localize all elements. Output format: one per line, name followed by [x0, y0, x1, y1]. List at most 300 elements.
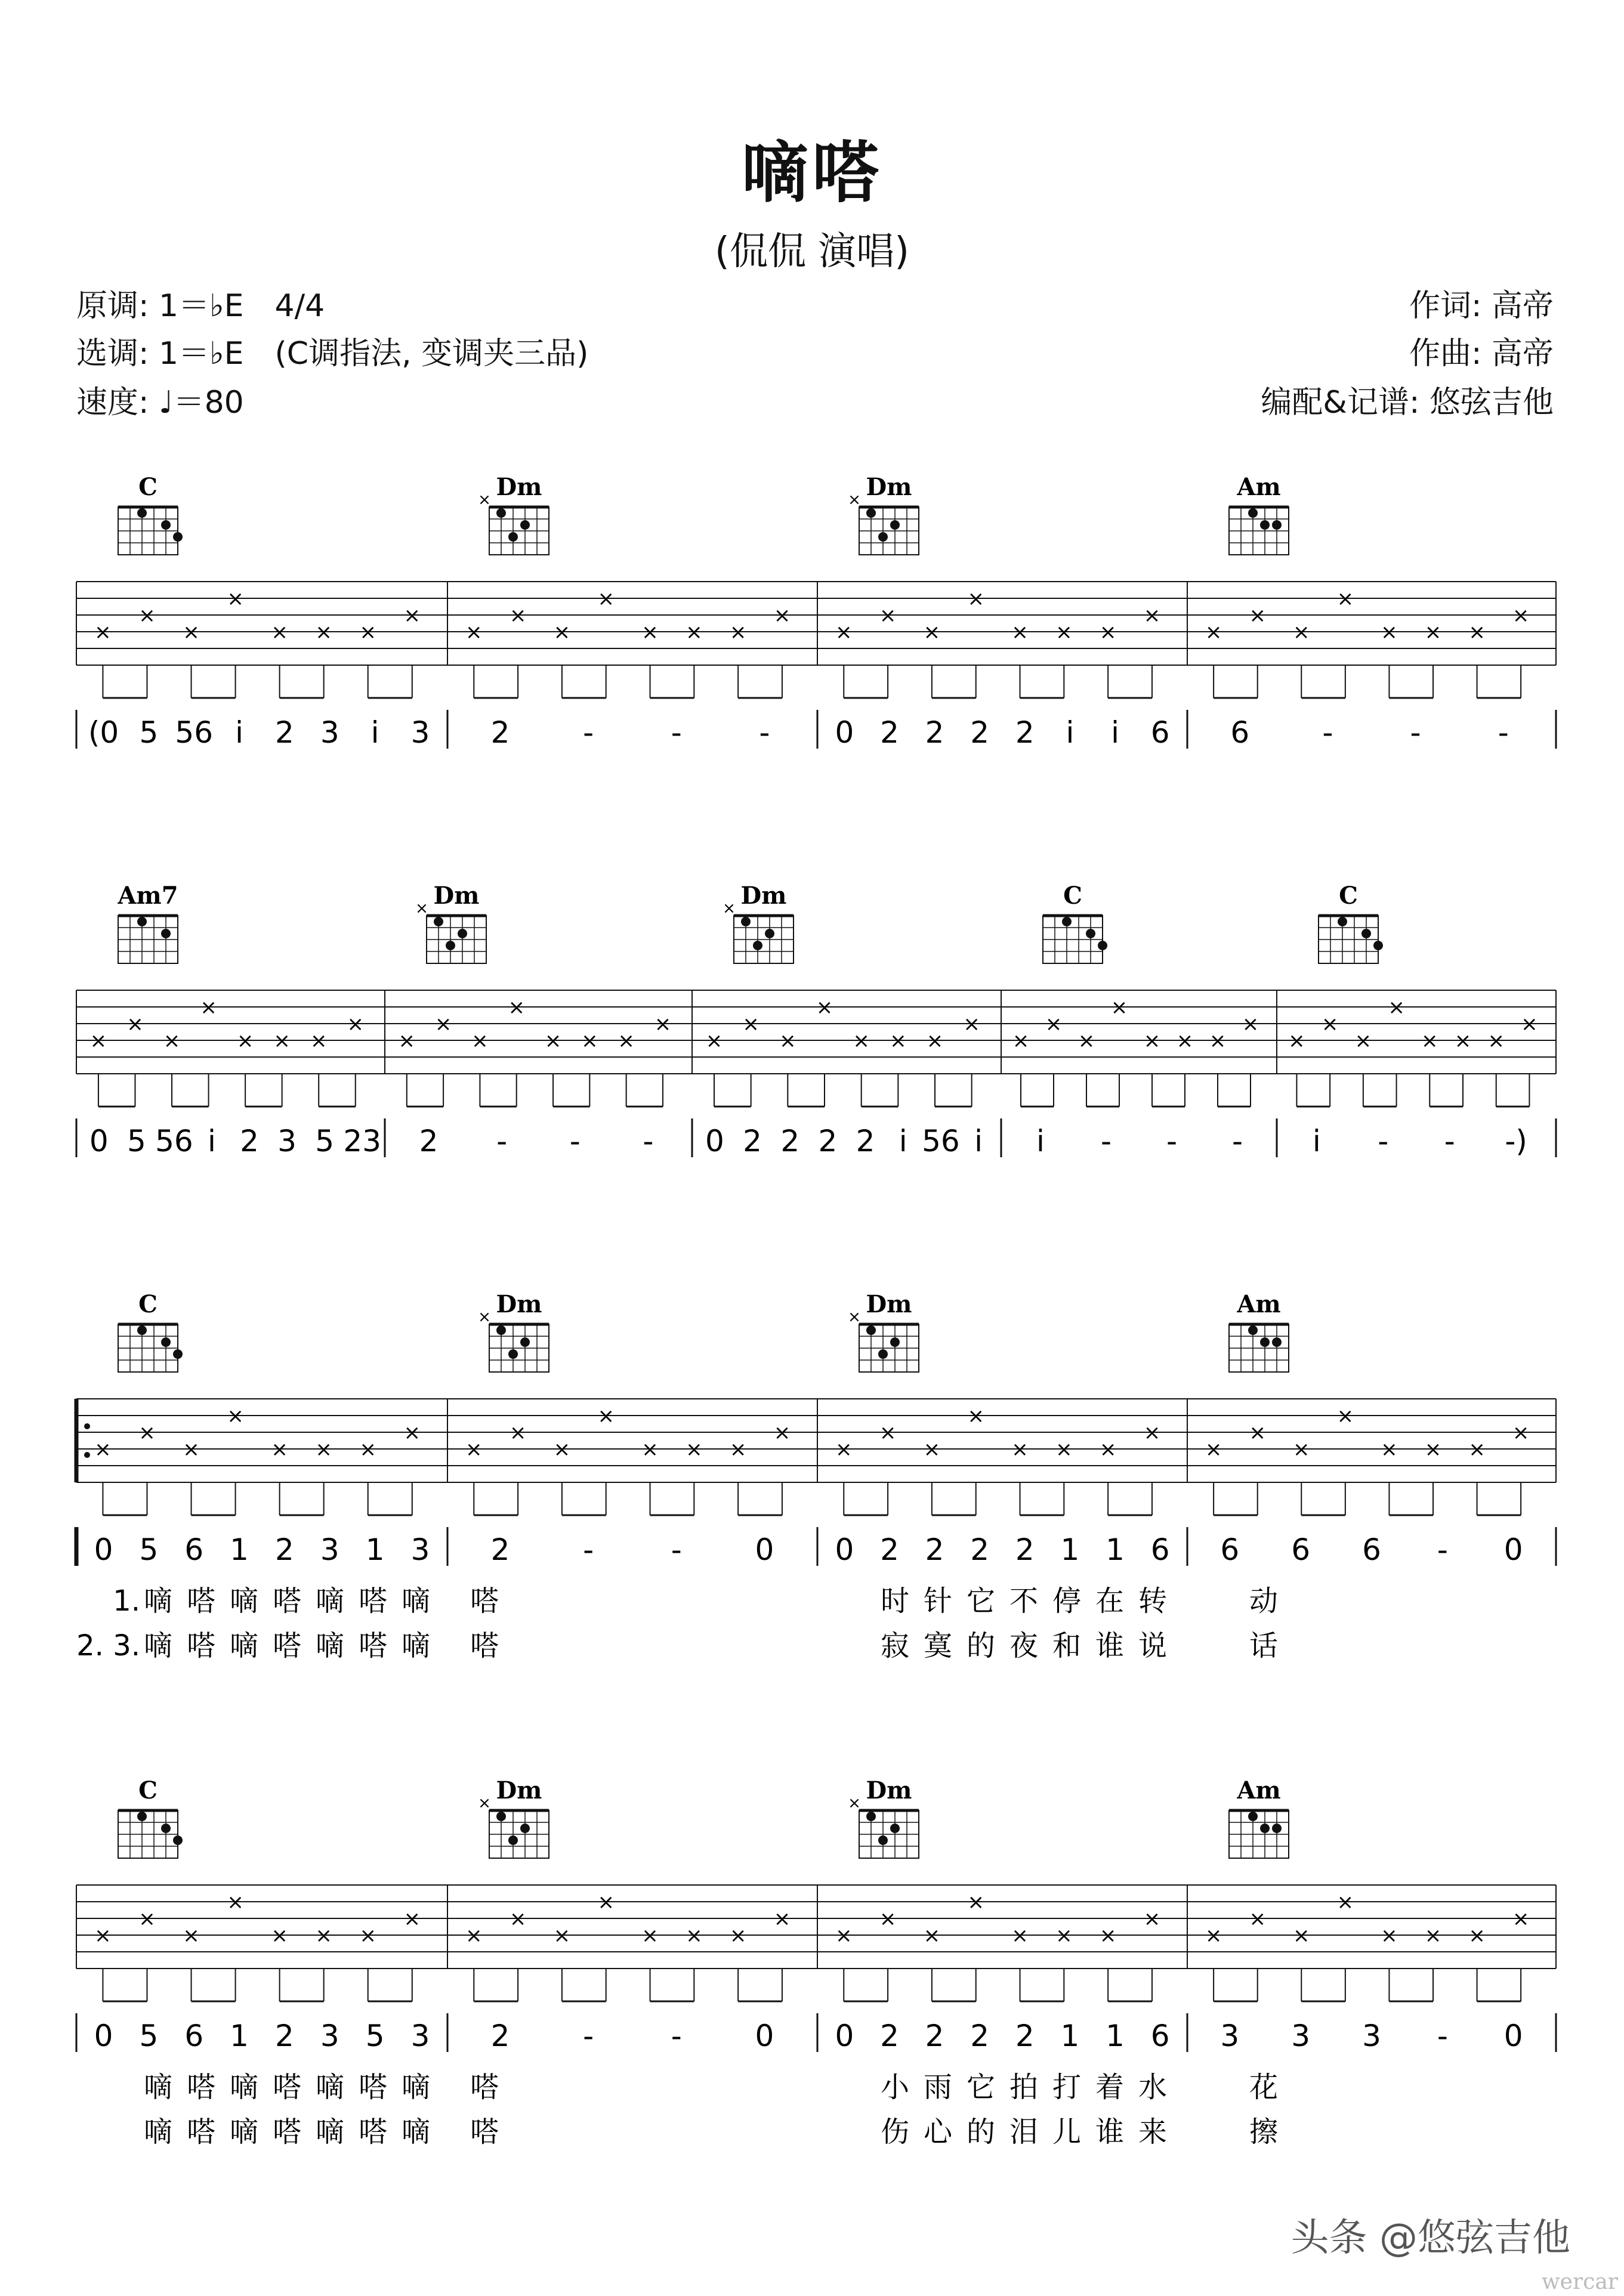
chord-finger-dot — [1361, 929, 1371, 938]
lyric-char: 寂 — [880, 1629, 910, 1662]
tab-stroke-mark: × — [509, 604, 527, 628]
chord-name-C: C — [138, 1776, 158, 1804]
lyric-verse-number: 1. — [113, 1584, 140, 1618]
jianpu-note: 2 — [780, 1124, 800, 1158]
tab-stroke-mark: × — [1011, 620, 1029, 644]
chord-name-C: C — [138, 1290, 158, 1318]
lyric-char: 谁 — [1095, 2115, 1125, 2149]
tab-stroke-mark: × — [923, 1438, 941, 1461]
lyric-char: 花 — [1249, 2071, 1279, 2104]
jianpu-note: 3 — [320, 2019, 339, 2053]
tab-stroke-mark: × — [816, 996, 833, 1019]
tab-stroke-mark: × — [1055, 1438, 1073, 1461]
lyric-char: 的 — [966, 2115, 996, 2149]
repeat-dot — [84, 1423, 90, 1429]
tab-stroke-mark: × — [890, 1029, 907, 1053]
chord-finger-dot — [137, 508, 147, 518]
chord-finger-dot — [458, 929, 467, 938]
tab-stroke-mark: × — [926, 1029, 944, 1053]
muted-string-mark: × — [848, 1794, 861, 1812]
chord-name-Dm: Dm — [866, 1290, 912, 1318]
tab-stroke-mark: × — [1468, 620, 1486, 644]
lyric-char: 嗒 — [358, 1629, 388, 1662]
jianpu-note: i — [1036, 1124, 1045, 1158]
chord-finger-dot — [866, 1812, 876, 1821]
tab-stroke-mark: × — [1099, 1438, 1117, 1461]
chord-finger-dot — [496, 508, 506, 518]
tab-stroke-mark: × — [183, 1924, 200, 1948]
chord-name-Dm: Dm — [496, 473, 542, 501]
tab-stroke-mark: × — [310, 1029, 328, 1053]
tab-stroke-mark: × — [1293, 1438, 1310, 1461]
tab-stroke-mark: × — [1468, 1438, 1486, 1461]
jianpu-note: 1 — [230, 2019, 249, 2053]
chord-name-Dm: Dm — [496, 1776, 542, 1804]
jianpu-note: i — [1312, 1124, 1321, 1158]
tab-stroke-mark: × — [1249, 1421, 1266, 1445]
jianpu-note: (0 — [88, 715, 119, 750]
jianpu-note: 2 — [925, 2019, 944, 2053]
jianpu-note: 3 — [410, 715, 430, 750]
lyric-char: 嗒 — [470, 2115, 499, 2149]
tab-stroke-mark: × — [1012, 1029, 1030, 1053]
chord-name-Dm: Dm — [866, 473, 912, 501]
muted-string-mark: × — [848, 1308, 861, 1326]
jianpu-note: 2 — [925, 1532, 944, 1567]
jianpu-note: - — [1231, 1124, 1243, 1158]
lyric-char: 不 — [1009, 1584, 1039, 1618]
tab-stroke-mark: × — [1077, 1029, 1095, 1053]
jianpu-note: 6 — [1150, 715, 1170, 750]
jianpu-note: 1 — [1060, 2019, 1080, 2053]
jianpu-note: 6 — [1220, 1532, 1240, 1567]
tab-stroke-mark: × — [553, 620, 571, 644]
tab-stroke-mark: × — [315, 1438, 332, 1461]
jianpu-note: 3 — [277, 1124, 297, 1158]
lyric-char: 嗒 — [470, 1584, 499, 1618]
chord-finger-dot — [137, 917, 147, 926]
tab-stroke-mark: × — [686, 620, 703, 644]
chord-finger-dot — [765, 929, 774, 938]
jianpu-note: 2 — [925, 715, 944, 750]
lyric-char: 嗒 — [272, 2115, 302, 2149]
tab-stroke-mark: × — [434, 1012, 452, 1036]
tab-stroke-mark: × — [403, 1421, 421, 1445]
tab-stroke-mark: × — [1288, 1029, 1305, 1053]
tab-stroke-mark: × — [1512, 604, 1530, 628]
tab-stroke-mark: × — [1110, 996, 1128, 1019]
tab-stroke-mark: × — [1143, 1907, 1161, 1931]
chord-name-C: C — [1339, 882, 1358, 910]
chord-finger-dot — [866, 1325, 876, 1335]
chord-name-Am: Am — [1237, 1776, 1281, 1804]
tab-stroke-mark: × — [773, 604, 791, 628]
jianpu-note: - — [1100, 1124, 1112, 1158]
lyric-char: 嗒 — [272, 1629, 302, 1662]
tab-stroke-mark: × — [1242, 1012, 1259, 1036]
tab-stroke-mark: × — [1143, 1029, 1161, 1053]
chord-finger-dot — [1272, 520, 1282, 530]
jianpu-note: i — [899, 1124, 907, 1158]
tab-stroke-mark: × — [581, 1029, 598, 1053]
chord-finger-dot — [753, 941, 762, 950]
jianpu-note: -) — [1505, 1124, 1527, 1158]
chord-name-Dm: Dm — [433, 882, 480, 910]
tab-stroke-mark: × — [553, 1924, 571, 1948]
jianpu-note: - — [1410, 715, 1421, 750]
jianpu-note: - — [643, 1124, 654, 1158]
tab-stroke-mark: × — [1205, 620, 1222, 644]
muted-string-mark: × — [848, 491, 861, 509]
tab-stroke-mark: × — [227, 1890, 244, 1914]
chord-finger-dot — [161, 929, 171, 938]
lyric-char: 寞 — [923, 1629, 953, 1662]
tempo: 速度: ♩＝80 — [76, 385, 244, 421]
tab-stroke-mark: × — [1424, 1924, 1442, 1948]
jianpu-note: 2 — [275, 2019, 294, 2053]
jianpu-note: 1 — [1106, 2019, 1125, 2053]
chord-finger-dot — [161, 1824, 171, 1833]
tab-stroke-mark: × — [1176, 1029, 1194, 1053]
jianpu-note: i — [208, 1124, 216, 1158]
tab-stroke-mark: × — [597, 1404, 615, 1428]
tab-stroke-mark: × — [509, 1421, 527, 1445]
jianpu-note: i — [235, 715, 244, 750]
tab-stroke-mark: × — [89, 1029, 107, 1053]
jianpu-note: 2 — [818, 1124, 838, 1158]
tab-stroke-mark: × — [1336, 1404, 1354, 1428]
lyric-char: 嗒 — [186, 2071, 216, 2104]
lyric-char: 嘀 — [315, 1584, 345, 1618]
jianpu-note: 6 — [1150, 2019, 1170, 2053]
lyric-char: 嗒 — [272, 1584, 302, 1618]
lyric-char: 嘀 — [315, 2115, 345, 2149]
original-key: 原调: 1＝♭E 4/4 — [76, 288, 325, 324]
lyric-char: 伤 — [880, 2115, 910, 2149]
lyric-char: 打 — [1052, 2071, 1082, 2104]
jianpu-note: 0 — [835, 1532, 854, 1567]
jianpu-note: 56 — [922, 1124, 960, 1158]
jianpu-note: i — [1066, 715, 1075, 750]
lyric-char: 针 — [923, 1584, 953, 1618]
tab-stroke-mark: × — [553, 1438, 571, 1461]
chord-finger-dot — [878, 1349, 888, 1359]
tab-stroke-mark: × — [963, 1012, 980, 1036]
lyric-char: 嘀 — [143, 2071, 173, 2104]
jianpu-note: i — [371, 715, 379, 750]
tab-stroke-mark: × — [138, 1907, 156, 1931]
muted-string-mark: × — [478, 1794, 491, 1812]
lyric-char: 嘀 — [229, 1629, 259, 1662]
tab-stroke-mark: × — [835, 1438, 853, 1461]
lyric-char: 嗒 — [358, 1584, 388, 1618]
jianpu-note: 5 — [139, 2019, 159, 2053]
muted-string-mark: × — [478, 491, 491, 509]
chord-finger-dot — [1248, 1325, 1258, 1335]
tab-stroke-mark: × — [1293, 620, 1310, 644]
jianpu-note: - — [1498, 715, 1509, 750]
chord-finger-dot — [1373, 941, 1383, 950]
lyric-char: 嘀 — [229, 2071, 259, 2104]
lyric-char: 嗒 — [186, 1629, 216, 1662]
chord-name-Dm: Dm — [866, 1776, 912, 1804]
tab-stroke-mark: × — [705, 1029, 723, 1053]
jianpu-note: - — [671, 715, 682, 750]
tab-stroke-mark: × — [1249, 1907, 1266, 1931]
jianpu-note: - — [583, 715, 594, 750]
tab-stroke-mark: × — [227, 1404, 244, 1428]
chord-finger-dot — [878, 1835, 888, 1845]
chord-finger-dot — [1248, 1812, 1258, 1821]
lyric-char: 嗒 — [186, 2115, 216, 2149]
jianpu-note: 3 — [410, 2019, 430, 2053]
tab-stroke-mark: × — [1424, 1438, 1442, 1461]
jianpu-note: 2 — [856, 1124, 875, 1158]
jianpu-note: 0 — [1503, 2019, 1523, 2053]
lyric-char: 停 — [1052, 1584, 1082, 1618]
tab-stroke-mark: × — [729, 620, 747, 644]
muted-string-mark: × — [723, 900, 736, 917]
lyric-char: 嘀 — [401, 2115, 431, 2149]
lyric-char: 雨 — [923, 2071, 953, 2104]
tab-stroke-mark: × — [618, 1029, 635, 1053]
jianpu-note: 1 — [230, 1532, 249, 1567]
chord-finger-dot — [1260, 520, 1270, 530]
jianpu-note: 2 — [490, 1532, 510, 1567]
tab-stroke-mark: × — [465, 1924, 483, 1948]
lyric-char: 谁 — [1095, 1629, 1125, 1662]
lyric-char: 嘀 — [229, 2115, 259, 2149]
tab-stroke-mark: × — [686, 1924, 703, 1948]
tab-stroke-mark: × — [1381, 1438, 1398, 1461]
tab-stroke-mark: × — [1099, 1924, 1117, 1948]
site-mark: wercar — [1541, 2270, 1618, 2294]
chord-finger-dot — [1260, 1337, 1270, 1347]
lyric-char: 嘀 — [401, 1629, 431, 1662]
jianpu-note: 2 — [419, 1124, 439, 1158]
jianpu-note: 5 — [315, 1124, 335, 1158]
jianpu-note: i — [974, 1124, 983, 1158]
jianpu-note: i — [1111, 715, 1119, 750]
jianpu-note: 0 — [1503, 1532, 1523, 1567]
chord-finger-dot — [1098, 941, 1107, 950]
tab-stroke-mark: × — [1336, 587, 1354, 611]
jianpu-note: 2 — [970, 1532, 990, 1567]
tab-stroke-mark: × — [94, 1924, 112, 1948]
tab-stroke-mark: × — [1454, 1029, 1472, 1053]
song-title: 嘀嗒 — [742, 134, 882, 212]
tab-stroke-mark: × — [403, 604, 421, 628]
tab-stroke-mark: × — [1521, 1012, 1538, 1036]
jianpu-note: 2 — [240, 1124, 259, 1158]
muted-string-mark: × — [415, 900, 428, 917]
tab-stroke-mark: × — [1381, 620, 1398, 644]
tab-stroke-mark: × — [359, 1924, 376, 1948]
tab-stroke-mark: × — [227, 587, 244, 611]
chord-name-C: C — [138, 473, 158, 501]
jianpu-note: - — [1437, 2019, 1448, 2053]
jianpu-note: 3 — [1362, 2019, 1381, 2053]
jianpu-note: 5 — [126, 1124, 146, 1158]
tab-stroke-mark: × — [508, 996, 525, 1019]
tab-stroke-mark: × — [347, 1012, 365, 1036]
lyric-char: 它 — [966, 2071, 996, 2104]
jianpu-note: 2 — [970, 2019, 990, 2053]
chord-finger-dot — [1062, 917, 1072, 926]
tab-stroke-mark: × — [465, 620, 483, 644]
jianpu-note: 3 — [320, 1532, 339, 1567]
lyric-char: 嘀 — [143, 1584, 173, 1618]
lyric-char: 嘀 — [143, 1629, 173, 1662]
lyric-char: 转 — [1138, 1584, 1168, 1618]
lyric-char: 嘀 — [401, 2071, 431, 2104]
tab-stroke-mark: × — [853, 1029, 870, 1053]
tab-stroke-mark: × — [398, 1029, 416, 1053]
lyric-char: 嗒 — [358, 2071, 388, 2104]
lyric-char: 嘀 — [229, 1584, 259, 1618]
lyric-char: 水 — [1138, 2071, 1168, 2104]
lyricist: 作词: 高帝 — [1409, 288, 1554, 324]
lyric-char: 夜 — [1009, 1629, 1039, 1662]
jianpu-note: 6 — [184, 2019, 204, 2053]
tab-stroke-mark: × — [1055, 1924, 1073, 1948]
jianpu-note: 23 — [343, 1124, 381, 1158]
composer: 作曲: 高帝 — [1409, 336, 1554, 372]
jianpu-note: 0 — [94, 2019, 113, 2053]
tab-stroke-mark: × — [1381, 1924, 1398, 1948]
lyric-char: 嘀 — [315, 1629, 345, 1662]
tab-stroke-mark: × — [967, 1404, 984, 1428]
lyric-char: 儿 — [1052, 2115, 1082, 2149]
lyric-char: 和 — [1052, 1629, 1082, 1662]
tab-stroke-mark: × — [773, 1907, 791, 1931]
jianpu-note: 6 — [1230, 715, 1250, 750]
chord-finger-dot — [741, 917, 751, 926]
chord-finger-dot — [1272, 1824, 1282, 1833]
jianpu-note: 56 — [175, 715, 214, 750]
chord-finger-dot — [508, 1349, 518, 1359]
tab-stroke-mark: × — [773, 1421, 791, 1445]
lyric-char: 说 — [1138, 1629, 1168, 1662]
chord-finger-dot — [890, 520, 900, 530]
tab-stroke-mark: × — [641, 1924, 659, 1948]
lyric-char: 嗒 — [272, 2071, 302, 2104]
tab-stroke-mark: × — [835, 620, 853, 644]
tab-stroke-mark: × — [1143, 604, 1161, 628]
lyric-char: 泪 — [1009, 2115, 1039, 2149]
lyric-char: 嗒 — [470, 1629, 499, 1662]
tab-stroke-mark: × — [315, 1924, 332, 1948]
tab-stroke-mark: × — [1354, 1029, 1372, 1053]
jianpu-note: - — [569, 1124, 581, 1158]
chord-finger-dot — [1260, 1824, 1270, 1833]
tab-stroke-mark: × — [359, 620, 376, 644]
jianpu-note: - — [496, 1124, 508, 1158]
chord-finger-dot — [508, 532, 518, 542]
chord-finger-dot — [161, 520, 171, 530]
tab-stroke-mark: × — [1321, 1012, 1339, 1036]
jianpu-note: 2 — [880, 1532, 899, 1567]
lyric-char: 嗒 — [358, 2115, 388, 2149]
jianpu-note: 0 — [835, 715, 854, 750]
tab-stroke-mark: × — [1055, 620, 1073, 644]
jianpu-note: 2 — [970, 715, 990, 750]
tab-stroke-mark: × — [1143, 1421, 1161, 1445]
jianpu-note: - — [1444, 1124, 1455, 1158]
tab-stroke-mark: × — [271, 620, 288, 644]
tab-stroke-mark: × — [742, 1012, 759, 1036]
jianpu-note: 2 — [1015, 2019, 1035, 2053]
chord-finger-dot — [173, 1835, 183, 1845]
tab-stroke-mark: × — [1388, 996, 1405, 1019]
lyric-char: 来 — [1138, 2115, 1168, 2149]
tab-stroke-mark: × — [544, 1029, 562, 1053]
jianpu-note: 5 — [139, 1532, 159, 1567]
tab-stroke-mark: × — [126, 1012, 144, 1036]
chord-finger-dot — [137, 1812, 147, 1821]
jianpu-note: 2 — [1015, 715, 1035, 750]
tab-stroke-mark: × — [729, 1438, 747, 1461]
tab-stroke-mark: × — [923, 1924, 941, 1948]
tab-stroke-mark: × — [1487, 1029, 1505, 1053]
lyric-char: 拍 — [1009, 2071, 1039, 2104]
tab-stroke-mark: × — [1336, 1890, 1354, 1914]
tab-stroke-mark: × — [138, 1421, 156, 1445]
tab-stroke-mark: × — [1011, 1438, 1029, 1461]
tab-stroke-mark: × — [94, 1438, 112, 1461]
jianpu-note: 2 — [880, 715, 899, 750]
chord-finger-dot — [508, 1835, 518, 1845]
jianpu-note: - — [671, 2019, 682, 2053]
tab-stroke-mark: × — [1099, 620, 1117, 644]
jianpu-note: - — [1166, 1124, 1178, 1158]
jianpu-note: 3 — [1220, 2019, 1240, 2053]
tab-stroke-mark: × — [183, 1438, 200, 1461]
tab-stroke-mark: × — [273, 1029, 291, 1053]
chord-finger-dot — [1338, 917, 1347, 926]
tab-stroke-mark: × — [879, 604, 897, 628]
jianpu-note: - — [1322, 715, 1333, 750]
jianpu-note: 2 — [490, 715, 510, 750]
chord-finger-dot — [446, 941, 455, 950]
jianpu-note: 6 — [184, 1532, 204, 1567]
chord-finger-dot — [496, 1812, 506, 1821]
jianpu-note: 3 — [1291, 2019, 1311, 2053]
jianpu-note: - — [583, 2019, 594, 2053]
jianpu-note: 2 — [490, 2019, 510, 2053]
lyric-char: 心 — [923, 2115, 953, 2149]
tab-stroke-mark: × — [359, 1438, 376, 1461]
chord-finger-dot — [173, 532, 183, 542]
tab-stroke-mark: × — [641, 1438, 659, 1461]
tab-stroke-mark: × — [1011, 1924, 1029, 1948]
jianpu-note: - — [1437, 1532, 1448, 1567]
lyric-char: 嗒 — [186, 1584, 216, 1618]
jianpu-note: 1 — [1060, 1532, 1080, 1567]
tab-stroke-mark: × — [465, 1438, 483, 1461]
chord-finger-dot — [1272, 1337, 1282, 1347]
jianpu-note: - — [759, 715, 770, 750]
tab-stroke-mark: × — [729, 1924, 747, 1948]
tab-stroke-mark: × — [967, 587, 984, 611]
chord-finger-dot — [496, 1325, 506, 1335]
chord-finger-dot — [890, 1337, 900, 1347]
lyric-char: 它 — [966, 1584, 996, 1618]
jianpu-note: 0 — [755, 1532, 774, 1567]
muted-string-mark: × — [478, 1308, 491, 1326]
tab-stroke-mark: × — [597, 1890, 615, 1914]
jianpu-note: 3 — [410, 1532, 430, 1567]
